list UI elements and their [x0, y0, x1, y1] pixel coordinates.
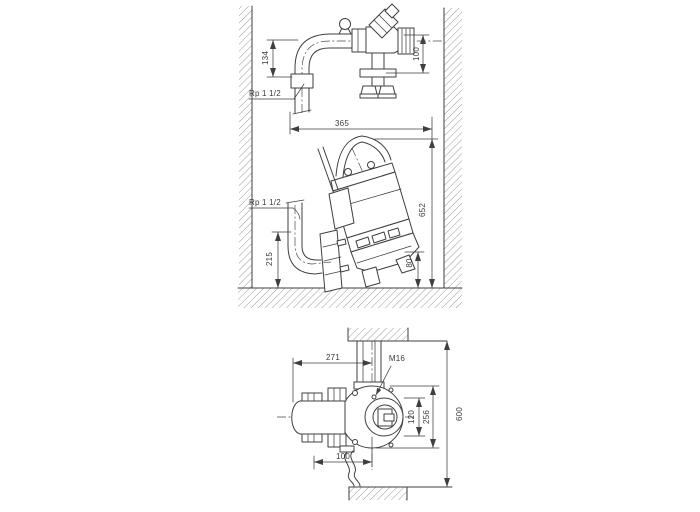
dim-label-271: 271: [326, 353, 340, 362]
dim-label-100-offset: 100: [336, 452, 350, 461]
dim-label-215: 215: [265, 252, 274, 266]
top-view: [277, 328, 464, 500]
dim-label-256: 256: [422, 410, 431, 424]
thread-label-pump: Rp 1 1/2: [249, 198, 281, 207]
dim-label-600: 600: [455, 407, 464, 421]
dim-label-100-valve: 100: [412, 47, 421, 61]
dim-label-365: 365: [335, 119, 349, 128]
side-view: [238, 4, 462, 308]
pump-side: [286, 136, 419, 292]
dim-label-80: 80: [405, 258, 414, 268]
dim-label-652: 652: [418, 203, 427, 217]
dim-label-120: 120: [407, 410, 416, 424]
bolt-label-m16: M16: [388, 354, 406, 363]
thread-label-top: Rp 1 1/2: [249, 89, 281, 98]
dim-label-134: 134: [261, 51, 270, 65]
